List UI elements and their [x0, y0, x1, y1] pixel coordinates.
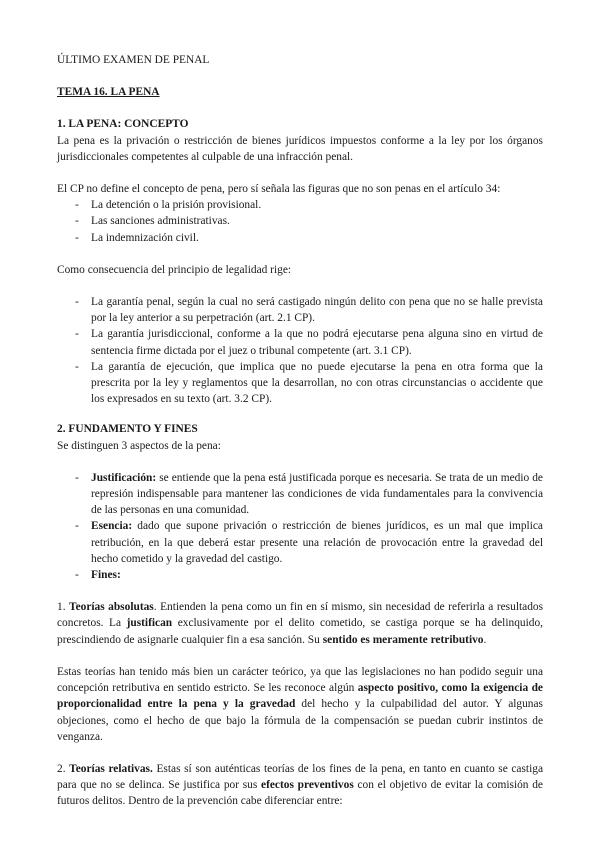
- aspects-intro-paragraph: Se distinguen 3 aspectos de la pena:: [57, 439, 221, 452]
- paragraph-text: Estas sí son auténticas teorías de los fines de la pena, en tanto en cuanto se castiga para que no se delinca. Se justifica por sus: [57, 762, 543, 792]
- theories-evaluation-paragraph: [57, 664, 543, 745]
- bold-term: Teorías absolutas: [69, 601, 154, 614]
- guarantees-list: [57, 294, 543, 407]
- absolute-theories-paragraph: [57, 599, 543, 648]
- definition-paragraph: La pena es la privación o restricción de bienes jurídicos impuestos conforme a la ley por los órganos jurisdiccionales competentes al culpable de una infracción penal.: [57, 134, 543, 163]
- aspects-list: [57, 470, 543, 583]
- not-penalties-list: [57, 197, 543, 246]
- legality-intro-paragraph: Como consecuencia del principio de legalidad rige:: [57, 263, 292, 276]
- paragraph-number: 2.: [57, 762, 70, 775]
- bold-term: Teorías relativas.: [69, 762, 153, 775]
- list-item: - La garantía de ejecución, que implica que no puede ejecutarse la pena en otra forma que la prescrita por la ley y reglamentos que la desarrollan, no con otras circunstancias o accidente que los expresados en su texto (art. 3.2 CP).: [57, 359, 543, 408]
- topic-title: TEMA 16. LA PENA: [57, 86, 160, 99]
- paragraph-text: .: [483, 633, 487, 646]
- list-item: [57, 518, 543, 567]
- paragraph-text: exclusivamente por el delito cometido, se castiga porque se ha delinquido, prescindiendo de asignarle cualquier fin a esa sanción. Su: [57, 617, 543, 646]
- list-item: - La garantía jurisdiccional, conforme a la que no podrá ejecutarse pena alguna sino en virtud de sentencia firme dictada por el juez o tribunal competente (art. 3.1 CP).: [57, 326, 543, 358]
- list-item: - Las sanciones administrativas.: [57, 213, 543, 229]
- bold-term: efectos preventivos: [261, 779, 354, 792]
- document-title: ÚLTIMO EXAMEN DE PENAL: [57, 54, 210, 66]
- bold-term: justifican: [126, 617, 173, 630]
- list-item: - La indemnización civil.: [57, 230, 543, 246]
- list-item: - La detención o la prisión provisional.: [57, 197, 543, 213]
- list-item: [57, 470, 543, 519]
- cp-intro-paragraph: El CP no define el concepto de pena, pero sí señala las figuras que no son penas en el artículo 34:: [57, 183, 501, 196]
- section-heading-foundations: 2. FUNDAMENTO Y FINES: [57, 423, 198, 436]
- list-item: - La garantía penal, según la cual no será castigado ningún delito con pena que no se halle prevista por la ley anterior a su perpetración (art. 2.1 CP).: [57, 294, 543, 326]
- paragraph-text: con el objetivo de evitar la comisión de futuros delitos. Dentro de la prevención cabe diferenciar entre:: [57, 779, 543, 808]
- aspect-term: Esencia:: [91, 520, 133, 533]
- paragraph-number: 1.: [57, 601, 70, 614]
- paragraph-text: . Entienden la pena como un fin en sí mismo, sin necesidad de referirla a resultados concretos. La: [57, 601, 544, 630]
- bold-term: sentido es meramente retributivo: [322, 633, 484, 646]
- bold-term: aspecto positivo, como la exigencia de proporcionalidad entre la pena y la gravedad: [57, 682, 543, 711]
- section-heading-concept: 1. LA PENA: CONCEPTO: [57, 118, 189, 131]
- aspect-text: se entiende que la pena está justificada porque es necesaria. Se trata de un medio de represión indispensable para mantener las condiciones de vida fundamentales para la convivencia de las personas en una comunidad.: [91, 471, 543, 517]
- document-page: [57, 52, 543, 810]
- aspect-text: dado que supone privación o restricción de bienes jurídicos, es un mal que implica retribución, en la que deberá estar presente una relación de provocación entre la gravedad del hecho cometido y la gravedad del castigo.: [91, 520, 543, 565]
- paragraph-text: del hecho y la culpabilidad del autor. Y algunas objeciones, como el hecho de que bajo la fórmula de la compensación se puedan cubrir instintos de venganza.: [57, 698, 543, 743]
- list-item: [57, 567, 543, 583]
- aspect-term: Justificación:: [91, 471, 157, 484]
- relative-theories-paragraph: [57, 761, 543, 810]
- paragraph-text: Estas teorías han tenido más bien un carácter teórico, ya que las legislaciones no han podido seguir una concepción retributiva en sentido estricto. Se les reconoce algún: [57, 665, 543, 695]
- aspect-term: Fines:: [91, 569, 121, 582]
